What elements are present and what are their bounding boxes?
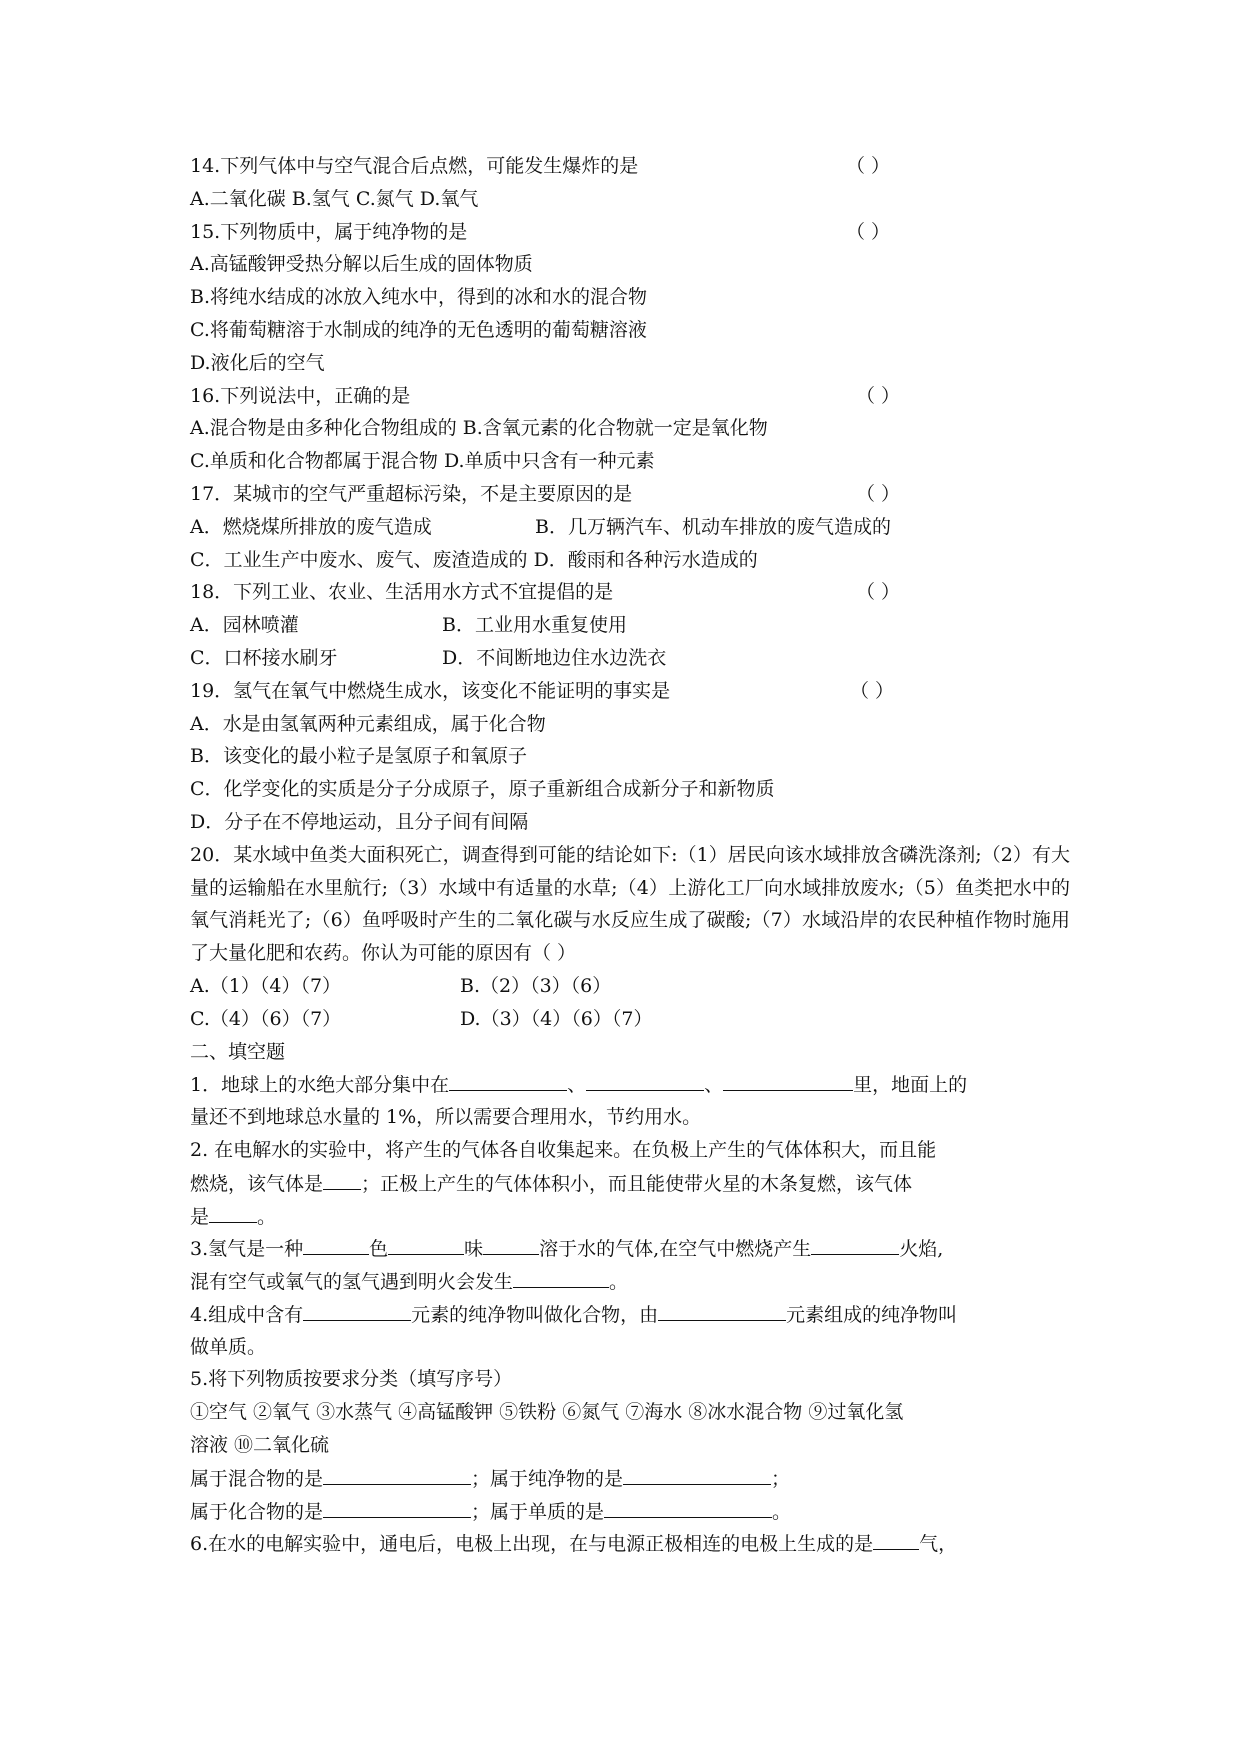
option-a: A．园林喷灌	[190, 614, 299, 637]
question-14-options: A.二氧化碳 B.氢气 C.氮气 D.氧气	[190, 187, 479, 210]
answer-blank[interactable]	[604, 1495, 772, 1518]
fill-5-items: 溶液 ⑩二氧化硫	[190, 1434, 330, 1457]
fill-text: 燃烧，该气体是	[190, 1172, 324, 1195]
question-17-stem	[190, 478, 1070, 511]
fill-text: 溶于水的气体,在空气中燃烧产生	[539, 1238, 812, 1261]
option-line: A．水是由氢氧两种元素组成，属于化合物	[190, 712, 546, 735]
answer-blank[interactable]	[811, 1232, 899, 1255]
option-line: C．工业生产中废水、废气、废渣造成的 D．酸雨和各种污水造成的	[190, 548, 758, 571]
option-b: B．几万辆汽车、机动车排放的废气造成的	[535, 515, 891, 538]
option-line: C.单质和化合物都属于混合物 D.单质中只含有一种元素	[190, 450, 655, 473]
fill-text: 属于化合物的是	[190, 1500, 324, 1523]
question-19-stem	[190, 675, 1070, 708]
fill-text: 属于混合物的是	[190, 1467, 324, 1490]
fill-text: 、	[567, 1074, 587, 1097]
fill-text: 色	[369, 1238, 389, 1261]
fill-text: 是	[190, 1205, 210, 1228]
answer-blank[interactable]	[323, 1462, 471, 1485]
question-18-text: 18．下列工业、农业、生活用水方式不宜提倡的是	[190, 581, 614, 604]
answer-blank[interactable]	[209, 1200, 257, 1223]
option-line	[190, 970, 1070, 1003]
option-b: B．工业用水重复使用	[442, 614, 627, 637]
question-16-stem	[190, 380, 1070, 413]
answer-blank[interactable]	[658, 1298, 786, 1321]
option-line	[190, 642, 1070, 675]
fill-text: 里，地面上的	[853, 1074, 968, 1097]
answer-paren: （ ）	[846, 220, 891, 243]
fill-text: ；属于纯净物的是	[471, 1467, 624, 1490]
fill-text: ；	[771, 1467, 791, 1490]
fill-3-line-1	[190, 1232, 1070, 1265]
answer-paren: （ ）	[846, 155, 891, 177]
option-line: D.液化后的空气	[190, 351, 325, 374]
question-20-text: 20．某水域中鱼类大面积死亡，调查得到可能的结论如下:（1）居民向该水域排放含磷洗涤剂;（2）有大量的运输船在水里航行;（3）水域中有适量的水草;（4）上游化工厂向水域排放废水;（5）鱼类把水中的氧气消耗光了;（6）鱼呼吸时产生的二氧化碳与水反应生成了碳酸;（7）水域沿岸的农民种植作物时施用了大量化肥和农药。你认为可能的原因有（ ）	[190, 843, 1070, 965]
fill-5-row-2	[190, 1495, 1070, 1528]
fill-2-line-3	[190, 1200, 1070, 1233]
fill-text: 。	[257, 1205, 277, 1228]
answer-paren: （ ）	[856, 581, 901, 604]
answer-blank[interactable]	[513, 1265, 609, 1288]
fill-5-items: ①空气 ②氧气 ③水蒸气 ④高锰酸钾 ⑤铁粉 ⑥氮气 ⑦海水 ⑧冰水混合物 ⑨过氧化氢	[190, 1401, 904, 1424]
fill-text: 混有空气或氧气的氢气遇到明火会发生	[190, 1271, 514, 1294]
fill-text: 火焰,	[899, 1238, 944, 1261]
question-18-stem	[190, 576, 1070, 609]
question-17-text: 17．某城市的空气严重超标污染，不是主要原因的是	[190, 482, 633, 505]
question-14-text: 14.下列气体中与空气混合后点燃，可能发生爆炸的是	[190, 155, 639, 177]
answer-blank[interactable]	[449, 1068, 567, 1091]
option-a: A.（1）（4）（7）	[190, 974, 342, 997]
fill-text: 3.氢气是一种	[190, 1238, 304, 1261]
option-a: A．燃烧煤所排放的废气造成	[190, 515, 432, 538]
fill-text: 。	[772, 1500, 792, 1523]
fill-text: 、	[704, 1074, 724, 1097]
answer-blank[interactable]	[723, 1068, 853, 1091]
option-line	[190, 511, 1070, 544]
fill-text: 味	[464, 1238, 484, 1261]
fill-text: 气，	[919, 1533, 958, 1556]
fill-1-line-1	[190, 1068, 1070, 1101]
fill-4-line-2: 做单质。	[190, 1335, 267, 1358]
option-line: A.混合物是由多种化合物组成的 B.含氧元素的化合物就一定是氧化物	[190, 417, 768, 440]
fill-4-line-1	[190, 1298, 1070, 1331]
question-16-text: 16.下列说法中，正确的是	[190, 384, 411, 407]
fill-text: 。	[609, 1271, 629, 1294]
answer-paren: （ ）	[856, 384, 901, 407]
answer-blank[interactable]	[303, 1232, 369, 1255]
option-line: A.高锰酸钾受热分解以后生成的固体物质	[190, 253, 533, 276]
fill-2-line-1: 2. 在电解水的实验中，将产生的气体各自收集起来。在负极上产生的气体体积大，而且能	[190, 1138, 937, 1161]
fill-text: 6.在水的电解实验中，通电后，电极上出现，在与电源正极相连的电极上生成的是	[190, 1533, 874, 1556]
option-c: C.（4）（6）（7）	[190, 1007, 342, 1030]
fill-5-title: 5.将下列物质按要求分类（填写序号）	[190, 1368, 513, 1391]
fill-text: 元素的纯净物叫做化合物，由	[411, 1303, 659, 1326]
answer-blank[interactable]	[873, 1527, 919, 1550]
fill-text: ；正极上产生的气体体积小，而且能使带火星的木条复燃，该气体	[361, 1172, 913, 1195]
answer-blank[interactable]	[623, 1462, 771, 1485]
answer-blank[interactable]	[323, 1495, 471, 1518]
fill-text: 元素组成的纯净物叫	[786, 1303, 958, 1326]
question-19-text: 19．氢气在氧气中燃烧生成水，该变化不能证明的事实是	[190, 679, 671, 702]
option-line: C.将葡萄糖溶于水制成的纯净的无色透明的葡萄糖溶液	[190, 318, 647, 341]
answer-blank[interactable]	[586, 1068, 704, 1091]
answer-blank[interactable]	[323, 1167, 361, 1190]
answer-blank[interactable]	[388, 1232, 464, 1255]
option-c: C．口杯接水刷牙	[190, 646, 338, 669]
option-line: D．分子在不停地运动，且分子间有间隔	[190, 810, 529, 833]
question-15-text: 15.下列物质中，属于纯净物的是	[190, 220, 468, 243]
answer-blank[interactable]	[303, 1298, 411, 1321]
fill-3-line-2	[190, 1265, 1070, 1298]
option-line	[190, 609, 1070, 642]
answer-paren: （ ）	[856, 482, 901, 505]
section-heading: 二、填空题	[190, 1040, 286, 1063]
fill-5-row-1	[190, 1462, 1070, 1495]
option-line: B．该变化的最小粒子是氢原子和氧原子	[190, 745, 527, 768]
option-b: B.（2）（3）（6）	[460, 974, 612, 997]
fill-2-line-2	[190, 1167, 1070, 1200]
fill-text: ；属于单质的是	[471, 1500, 605, 1523]
fill-6-line-1	[190, 1527, 1070, 1560]
option-line: B.将纯水结成的冰放入纯水中，得到的冰和水的混合物	[190, 286, 648, 309]
option-d: D.（3）（4）（6）（7）	[460, 1007, 653, 1030]
answer-paren: （ ）	[850, 679, 895, 702]
option-line	[190, 1003, 1070, 1036]
worksheet-page	[190, 150, 1070, 1560]
question-15-stem	[190, 216, 1070, 249]
answer-blank[interactable]	[483, 1232, 539, 1255]
option-line: C．化学变化的实质是分子分成原子，原子重新组合成新分子和新物质	[190, 778, 775, 801]
option-d: D．不间断地边住水边洗衣	[442, 646, 667, 669]
fill-1-line-2: 量还不到地球总水量的 1%，所以需要合理用水，节约用水。	[190, 1106, 702, 1129]
fill-text: 1．地球上的水绝大部分集中在	[190, 1074, 450, 1097]
fill-text: 4.组成中含有	[190, 1303, 304, 1326]
question-14-stem	[190, 150, 1070, 183]
